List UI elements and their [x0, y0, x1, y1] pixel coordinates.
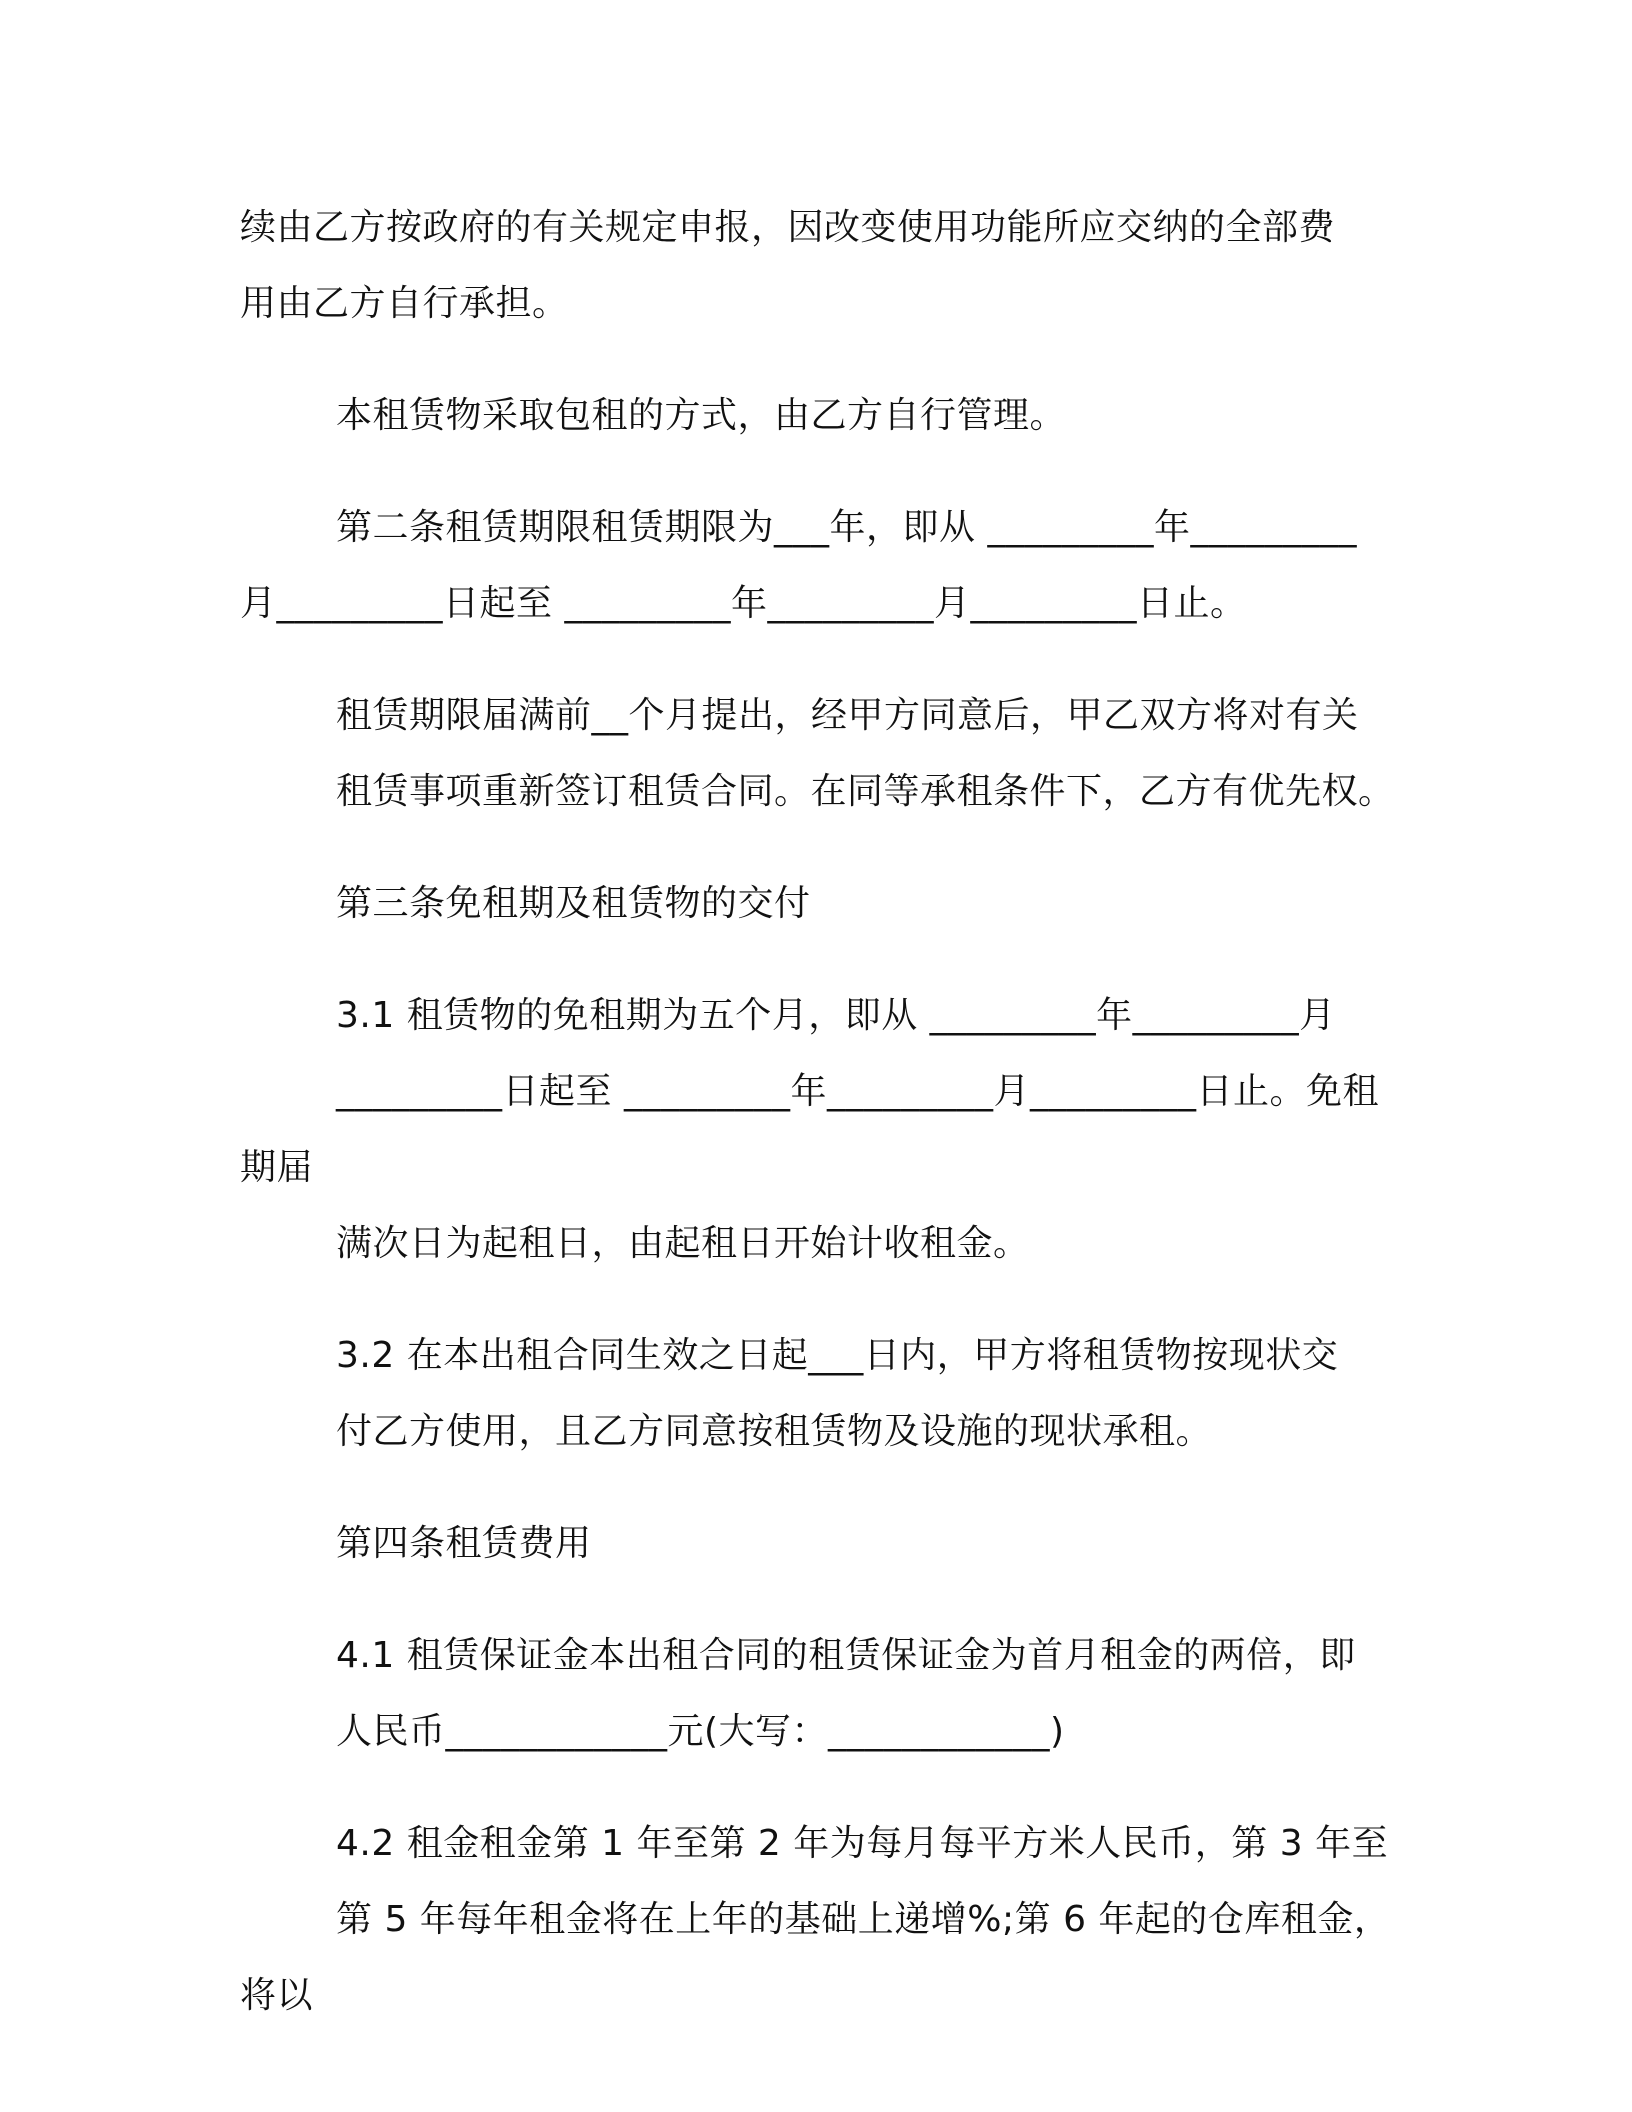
text-line: 4.1 租赁保证金本出租合同的租赁保证金为首月租金的两倍，即 — [336, 1635, 1356, 1676]
paragraph-fee-responsibility — [240, 190, 1400, 342]
text-line: 3.1 租赁物的免租期为五个月，即从 _________年_________月 — [336, 995, 1336, 1036]
paragraph-4-1-deposit — [240, 1618, 1400, 1770]
heading-article-4 — [240, 1506, 1400, 1582]
text-line: 第四条租赁费用 — [336, 1523, 592, 1564]
text-line: 第三条免租期及租赁物的交付 — [336, 883, 811, 924]
paragraph-article-2-lease-term — [240, 490, 1400, 642]
paragraph-3-1-rent-free-period — [240, 978, 1400, 1282]
paragraph-renewal — [240, 678, 1400, 830]
text-line: 续由乙方按政府的有关规定申报，因改变使用功能所应交纳的全部费 — [240, 207, 1336, 248]
text-line: 3.2 在本出租合同生效之日起___日内，甲方将租赁物按现状交 — [336, 1335, 1339, 1376]
text-line: _________日起至 _________年_________月_________日止。免租期届 — [240, 1071, 1379, 1188]
text-line: 租赁期限届满前__个月提出，经甲方同意后，甲乙双方将对有关 — [336, 695, 1359, 736]
text-line: 本租赁物采取包租的方式，由乙方自行管理。 — [336, 395, 1067, 436]
text-line: 满次日为起租日，由起租日开始计收租金。 — [336, 1223, 1030, 1264]
paragraph-3-2-delivery — [240, 1318, 1400, 1470]
document-body — [240, 190, 1400, 2070]
text-line: 用由乙方自行承担。 — [240, 283, 569, 324]
text-line: 人民币____________元(大写：____________) — [336, 1711, 1065, 1752]
text-line: 付乙方使用，且乙方同意按租赁物及设施的现状承租。 — [336, 1411, 1213, 1452]
paragraph-4-2-rent — [240, 1806, 1400, 2034]
paragraph-lease-method — [240, 378, 1400, 454]
text-line: 月_________日起至 _________年_________月_________日止。 — [240, 583, 1247, 624]
heading-article-3 — [240, 866, 1400, 942]
text-line: 第 5 年每年租金将在上年的基础上递增%;第 6 年起的仓库租金，将以 — [240, 1899, 1391, 2016]
text-line: 租赁事项重新签订租赁合同。在同等承租条件下，乙方有优先权。 — [336, 771, 1395, 812]
text-line: 4.2 租金租金第 1 年至第 2 年为每月每平方米人民币，第 3 年至 — [336, 1823, 1389, 1864]
text-line: 第二条租赁期限租赁期限为___年，即从 _________年_________ — [336, 507, 1357, 548]
